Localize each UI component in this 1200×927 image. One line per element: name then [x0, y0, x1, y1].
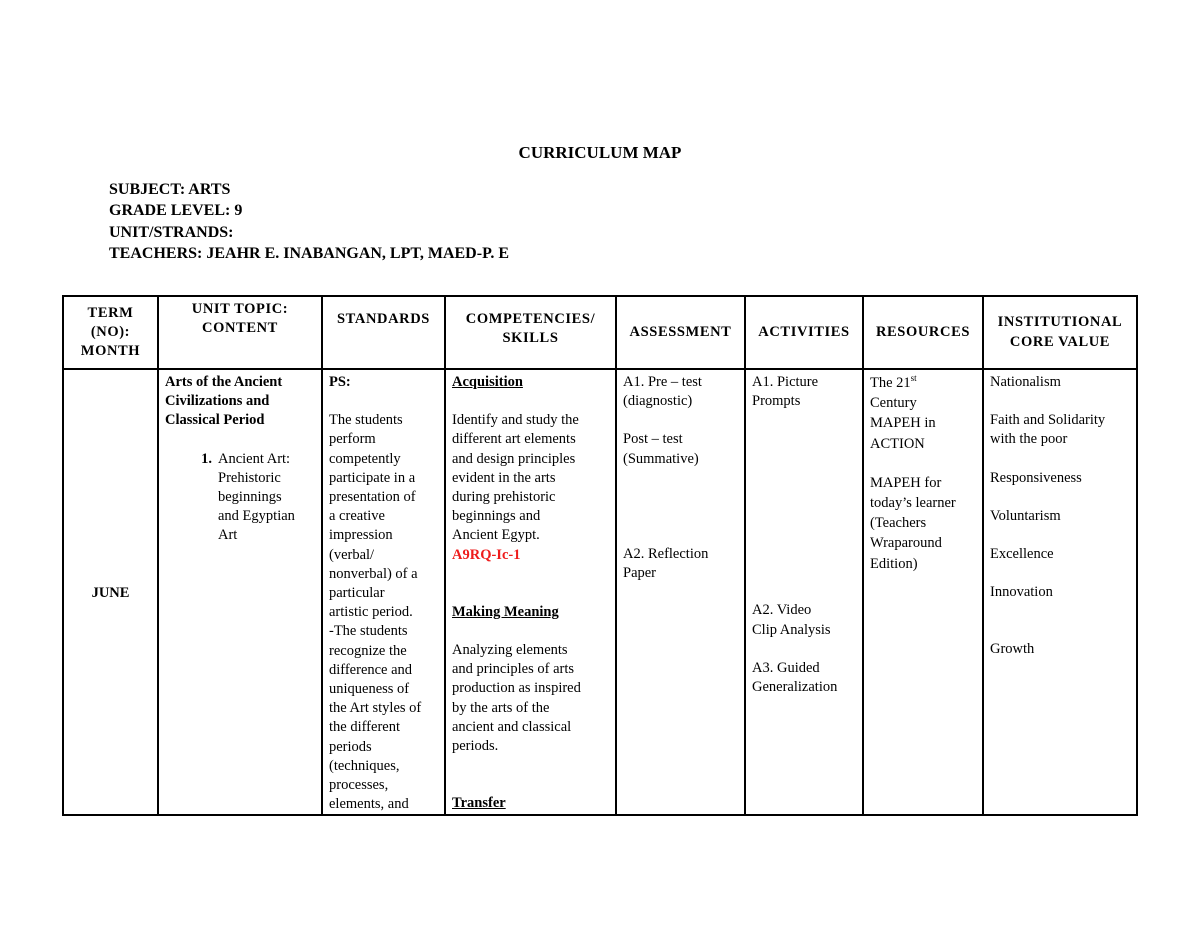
core-value-item: Nationalism: [990, 374, 1061, 390]
assessment-a2: A2. Reflection Paper: [623, 545, 709, 582]
header-standards: STANDARDS: [322, 296, 445, 369]
core-value-item: with the poor: [990, 431, 1068, 448]
core-value-item: Excellence: [990, 546, 1054, 563]
subject-line: SUBJECT: ARTS: [109, 181, 231, 198]
acquisition-text: Identify and study the different art elements and design principles evident in the arts during prehistoric beginnings and Ancient Egypt.: [452, 412, 579, 544]
header-unit-topic: UNIT TOPIC: CONTENT: [158, 296, 322, 369]
assessment-post: Post – test (Summative): [623, 431, 699, 467]
table-row: [63, 369, 1137, 815]
activity-a1: A1. Picture Prompts: [752, 374, 819, 410]
header-activities: ACTIVITIES: [745, 296, 863, 369]
competency-code: A9RQ-Ic-1: [452, 546, 521, 563]
grade-level-line: GRADE LEVEL: 9: [109, 202, 243, 220]
making-meaning-label: Making Meaning: [452, 603, 559, 620]
header-resources: RESOURCES: [863, 296, 983, 369]
competencies-cell: [445, 369, 616, 815]
activities-cell: [745, 369, 863, 815]
core-value-item: Responsiveness: [990, 469, 1082, 486]
making-meaning-text: Analyzing elements and principles of arts production as inspired by the arts of the ancient and classical periods.: [452, 642, 581, 755]
header-term: TERM (NO): MONTH: [63, 296, 158, 369]
activity-a3: A3. Guided Generalization: [752, 659, 838, 696]
resource-2: MAPEH for today’s learner (Teachers Wraparound Edition): [870, 474, 956, 572]
document-info: [109, 179, 509, 264]
unit-strands-line: UNIT/STRANDS:: [109, 223, 234, 241]
header-assessment: ASSESSMENT: [616, 296, 745, 369]
header-competencies: COMPETENCIES/ SKILLS: [445, 296, 616, 369]
acquisition-label: Acquisition: [452, 374, 523, 390]
standards-label: PS:: [329, 374, 351, 390]
assessment-cell: [616, 369, 745, 815]
curriculum-table: [62, 295, 1138, 816]
assessment-a1: A1. Pre – test (diagnostic): [623, 374, 702, 410]
unit-title: Arts of the Ancient Civilizations and Classical Period: [165, 374, 283, 429]
term-cell: JUNE: [63, 369, 158, 815]
header-core-value: INSTITUTIONAL CORE VALUE: [983, 296, 1137, 369]
unit-list-item: 1. Ancient Art: Prehistoric beginnings and Egyptian Art: [201, 450, 295, 544]
core-value-item: Voluntarism: [990, 507, 1061, 524]
transfer-label: Transfer: [452, 795, 506, 812]
teachers-line: TEACHERS: JEAHR E. INABANGAN, LPT, MAED-P. E: [109, 244, 510, 262]
resources-cell: [863, 369, 983, 815]
core-value-item: Growth: [990, 641, 1035, 658]
resource-1: The 21st Century MAPEH in ACTION: [870, 373, 936, 452]
core-value-item: Innovation: [990, 584, 1053, 601]
page-title: CURRICULUM MAP: [518, 143, 682, 162]
core-value-item: Faith and Solidarity: [990, 412, 1106, 429]
unit-topic-cell: [158, 369, 322, 815]
core-values-cell: [983, 369, 1137, 815]
table-header-row: [63, 296, 1137, 369]
activity-a2: A2. Video Clip Analysis: [752, 602, 831, 638]
standards-text: The students perform competently participate in a presentation of a creative impression (verbal/ nonverbal) of a particular artistic period. -The students recognize the difference and uniqueness of the Art styles of the different periods (techniques, processes, elements, and: [329, 412, 422, 813]
standards-cell: [322, 369, 445, 815]
